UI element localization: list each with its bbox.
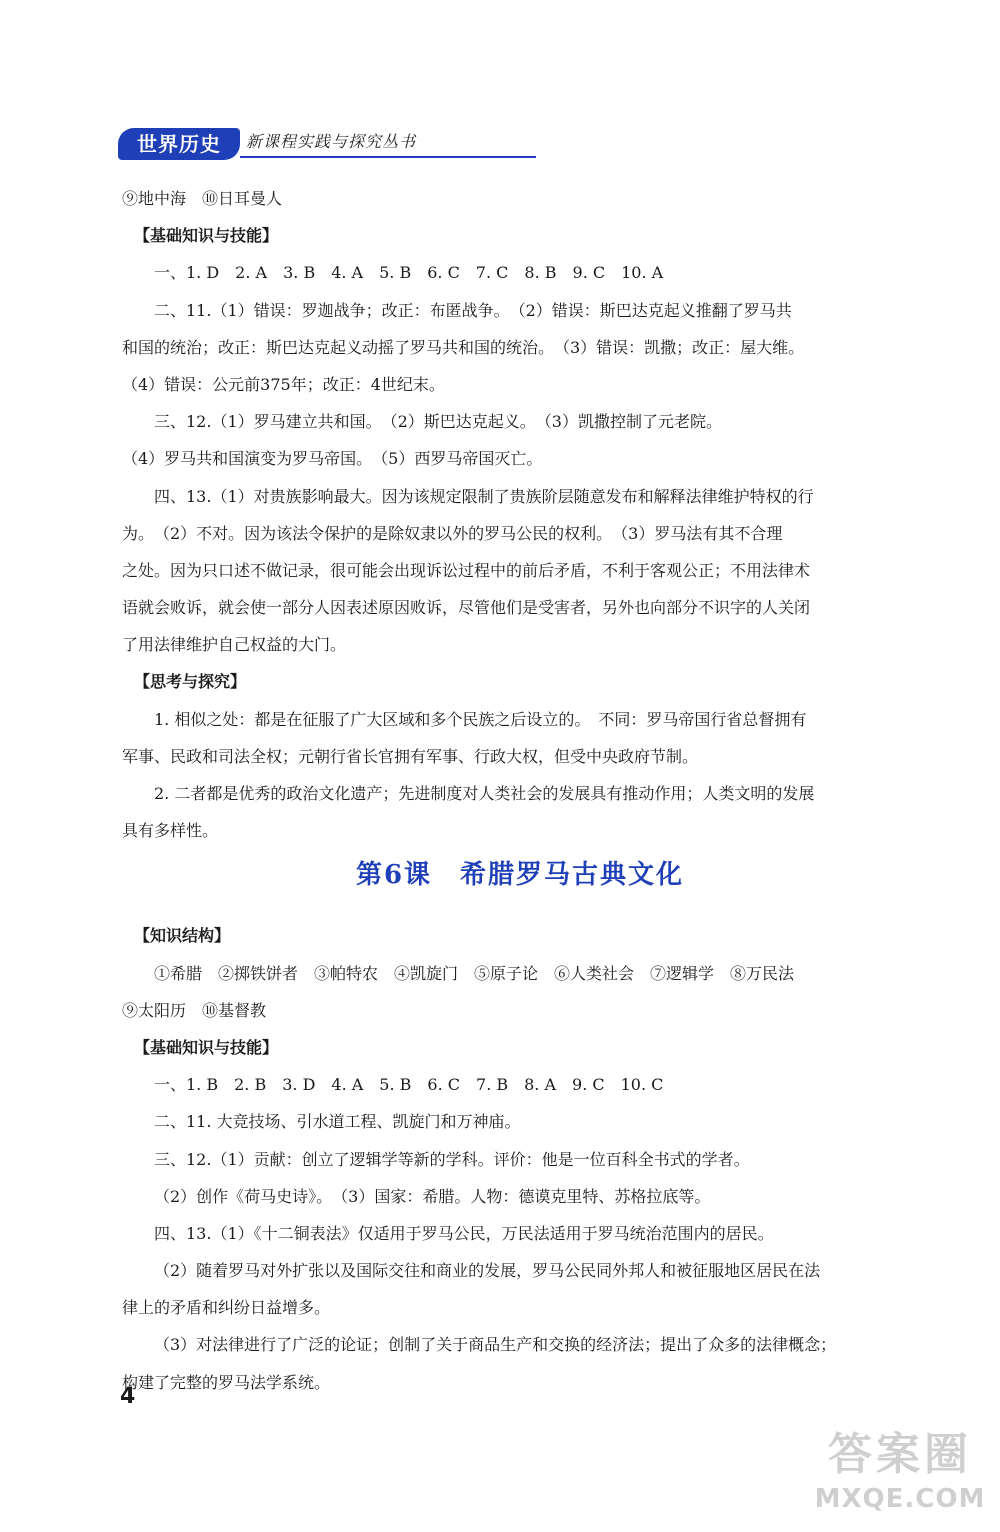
watermark-url: MXQE.COM (814, 1484, 986, 1514)
answer-line: ⑨地中海 ⑩日耳曼人 (122, 189, 283, 208)
section-heading: 【知识结构】 (134, 926, 231, 946)
section-heading: 【基础知识与技能】 (134, 1037, 279, 1057)
lesson-title: 第6课 希腊罗马古典文化 (355, 860, 685, 891)
answer-line: 一、1. D 2. A 3. B 4. A 5. B 6. C 7. C 8. B 9. C 10. A (154, 263, 664, 283)
series-title: 新课程实践与探究丛书 (246, 132, 417, 151)
answer-line: 四、13.（1）对贵族影响最大。因为该规定限制了贵族阶层随意发布和解释法律维护特权的行 (154, 486, 814, 506)
answer-line: ①希腊 ②掷铁饼者 ③帕特农 ④凯旋门 ⑤原子论 ⑥人类社会 ⑦逻辑学 ⑧万民法 (154, 963, 795, 983)
answer-line: （2）随着罗马对外扩张以及国际交往和商业的发展，罗马公民同外邦人和被征服地区居民在法 (154, 1261, 821, 1281)
answer-line: 三、12.（1）罗马建立共和国。 （2）斯巴达克起义。 （3）凯撒控制了元老院。 (154, 412, 722, 432)
answer-line: 之处。因为只口述不做记录，很可能会出现诉讼过程中的前后矛盾，不利于客观公正；不用法律术 (122, 560, 811, 580)
answer-line: 一、1. B 2. B 3. D 4. A 5. B 6. C 7. B 8. A 9. C 10. C (154, 1075, 664, 1095)
answer-line: 二、11.（1）错误：罗迦战争；改正：布匿战争。 （2）错误：斯巴达克起义推翻了罗马共 (154, 300, 792, 320)
answer-line: 二、11. 大竞技场、引水道工程、凯旋门和万神庙。 (154, 1112, 521, 1132)
book-badge: 世界历史 (118, 128, 240, 160)
answer-line: 四、13.（1）《十二铜表法》仅适用于罗马公民，万民法适用于罗马统治范围内的居民。 (154, 1223, 774, 1243)
answer-line: （4）错误：公元前375年；改正：4世纪末。 (122, 374, 445, 394)
header-rule (240, 156, 536, 158)
answer-line: 构建了完整的罗马法学系统。 (122, 1372, 331, 1392)
answer-line: （3）对法律进行了广泛的论证；创制了关于商品生产和交换的经济法；提出了众多的法律概念； (154, 1335, 837, 1355)
answer-content (122, 180, 918, 1401)
section-heading: 【基础知识与技能】 (134, 226, 279, 246)
section-heading: 【思考与探究】 (134, 672, 247, 692)
page-number: 4 (120, 1384, 136, 1409)
watermark-text: 答案圈 (828, 1429, 972, 1480)
answer-line: 1. 相似之处：都是在征服了广大区域和多个民族之后设立的。 不同：罗马帝国行省总督拥有 (154, 709, 807, 729)
answer-line: 为。 （2）不对。因为该法令保护的是除奴隶以外的罗马公民的权利。 （3）罗马法有其不合理 (122, 523, 783, 543)
lesson-title-block (122, 849, 918, 917)
watermark-logo (810, 1428, 990, 1528)
answer-line: 具有多样性。 (122, 821, 219, 841)
answer-line: 了用法律维护自己权益的大门。 (122, 635, 347, 655)
answer-line: 和国的统治；改正：斯巴达克起义动摇了罗马共和国的统治。 （3）错误：凯撒；改正：屋大维。 (122, 337, 805, 357)
answer-line: （4）罗马共和国演变为罗马帝国。 （5）西罗马帝国灭亡。 (122, 449, 543, 469)
answer-line: 军事、民政和司法全权；元朝行省长官拥有军事、行政大权，但受中央政府节制。 (122, 746, 699, 766)
answer-line: 2. 二者都是优秀的政治文化遗产；先进制度对人类社会的发展具有推动作用；人类文明的发展 (154, 784, 815, 803)
answer-line: ⑨太阳历 ⑩基督教 (122, 1000, 267, 1020)
answer-line: 语就会败诉，就会使一部分人因表述原因败诉，尽管他们是受害者，另外也向部分不识字的人关闭 (122, 598, 811, 618)
page-header (118, 126, 418, 160)
answer-line: （2）创作《荷马史诗》。 （3）国家：希腊。人物：德谟克里特、苏格拉底等。 (154, 1186, 711, 1206)
answer-line: 律上的矛盾和纠纷日益增多。 (122, 1298, 331, 1318)
answer-line: 三、12.（1）贡献：创立了逻辑学等新的学科。评价：他是一位百科全书式的学者。 (154, 1149, 750, 1169)
